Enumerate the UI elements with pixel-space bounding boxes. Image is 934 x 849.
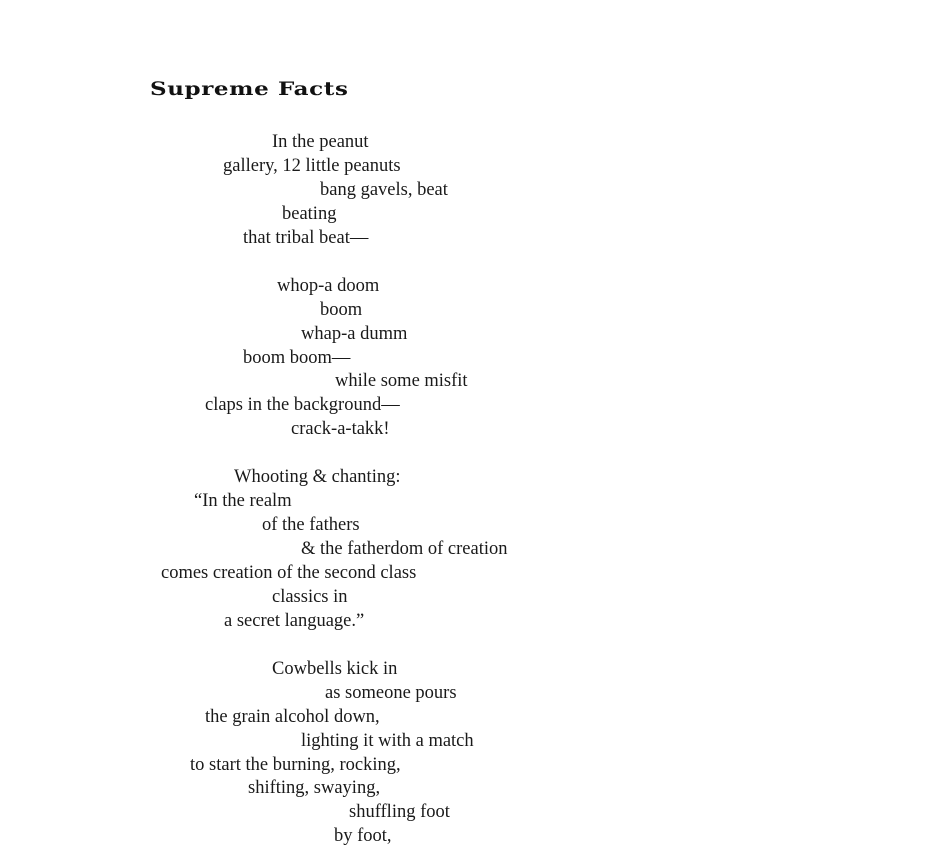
poem-line: bang gavels, beat	[320, 180, 448, 200]
poem-line: boom boom—	[243, 348, 351, 368]
poem-line: of the fathers	[262, 515, 360, 535]
poem-line: lighting it with a match	[301, 731, 474, 751]
poem-title: Supreme Facts	[150, 78, 349, 101]
poem-line: as someone pours	[325, 683, 457, 703]
poem-line: comes creation of the second class	[161, 563, 417, 583]
poem-line: that tribal beat—	[243, 228, 369, 248]
poem-line: Cowbells kick in	[272, 659, 398, 679]
poem-line: boom	[320, 300, 363, 320]
poem-line: by foot,	[334, 826, 392, 846]
poem-line: claps in the background—	[205, 395, 400, 415]
poem-line: to start the burning, rocking,	[190, 755, 401, 775]
poem-line: shuffling foot	[349, 802, 450, 822]
poem-line: while some misfit	[335, 371, 468, 391]
poem-line: shifting, swaying,	[248, 778, 381, 798]
poem-line: & the fatherdom of creation	[301, 539, 508, 559]
poem-line: In the peanut	[272, 132, 369, 152]
poem-line: “In the realm	[194, 491, 292, 511]
poem-line: whop-a doom	[277, 276, 380, 296]
poem-line: crack-a-takk!	[291, 419, 390, 439]
poem-line: gallery, 12 little peanuts	[223, 156, 401, 176]
poem-line: classics in	[272, 587, 348, 607]
poem-line: a secret language.”	[224, 611, 365, 631]
poem-line: Whooting & chanting:	[234, 467, 401, 487]
poem-line: beating	[282, 204, 337, 224]
poem-line: whap-a dumm	[301, 324, 408, 344]
poem-line: the grain alcohol down,	[205, 707, 380, 727]
